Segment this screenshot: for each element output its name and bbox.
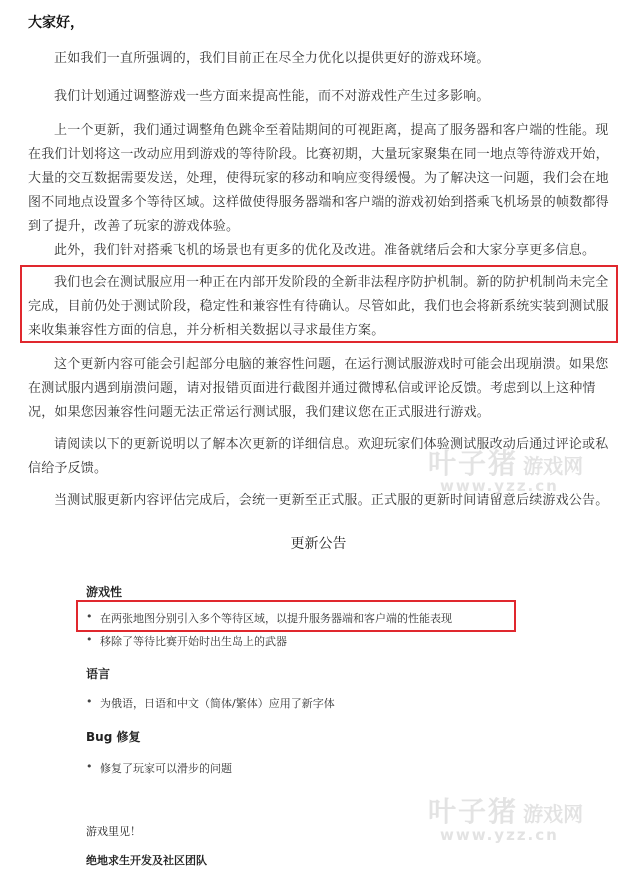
watermark-sub: 游戏网 xyxy=(523,454,584,478)
list-item: • 在两张地图分别引入多个等待区域，以提升服务器端和客户端的性能表现 xyxy=(86,610,452,626)
watermark-name: 叶子猪 xyxy=(428,447,519,480)
section-heading-bugfix: Bug 修复 xyxy=(86,730,141,744)
paragraph-last-update: 上一个更新，我们通过调整角色跳伞至着陆期间的可视距离，提高了服务器和客户端的性能。现在我们计划将这一改动应用到游戏的等待阶段。比赛初期，大量玩家聚集在同一地点等待游戏开始，大量的交互数据需要发送，处理，使得玩家的移动和响应变得缓慢。为了解决这一问题，我们会在地图不同地点设置多个等待区域。这样做使得服务器端和客户端的游戏初始到搭乘飞机场景的帧数都得到了提升，改善了玩家的游戏体验。 xyxy=(28,123,609,234)
list-item: • 为俄语，日语和中文（简体/繁体）应用了新字体 xyxy=(86,695,335,711)
watermark-url: www.yzz.cn xyxy=(440,477,559,495)
team-signature: 绝地求生开发及社区团队 xyxy=(86,854,207,867)
paragraph-compatibility: 这个更新内容可能会引起部分电脑的兼容性问题，在运行测试服游戏时可能会出现崩溃。如果您在测试服内遇到崩溃问题，请对报错页面进行截图并通过微博私信或评论反馈。考虑到以上这种情况，如果您因兼容性问题无法正常运行测试服，我们建议您在正式服进行游戏。 xyxy=(28,357,609,420)
paragraph-intro: 正如我们一直所强调的，我们目前正在尽全力优化以提供更好的游戏环境。 xyxy=(54,51,490,66)
paragraph-release: 当测试服更新内容评估完成后，会统一更新至正式服。正式服的更新时间请留意后续游戏公告。 xyxy=(54,493,609,508)
section-heading-language: 语言 xyxy=(86,667,111,681)
notes-title: 更新公告 xyxy=(290,536,347,552)
greeting: 大家好， xyxy=(28,15,84,31)
watermark-sub: 游戏网 xyxy=(523,802,584,826)
paragraph-anticheat: 我们也会在测试服应用一种正在内部开发阶段的全新非法程序防护机制。新的防护机制尚未完全完成，目前仍处于测试阶段，稳定性和兼容性有待确认。尽管如此，我们也会将新系统实装到测试服来收集兼容性方面的信息，并分析相关数据以寻求最佳方案。 xyxy=(28,275,609,338)
paragraph-feedback: 请阅读以下的更新说明以了解本次更新的详细信息。欢迎玩家们体验测试服改动后通过评论或私信给予反馈。 xyxy=(28,437,609,476)
watermark-logo xyxy=(428,790,583,830)
watermark-name: 叶子猪 xyxy=(428,795,519,828)
list-item: • 修复了玩家可以滑步的问题 xyxy=(86,760,232,776)
paragraph-plan: 我们计划通过调整游戏一些方面来提高性能，而不对游戏性产生过多影响。 xyxy=(54,89,490,104)
watermark-url: www.yzz.cn xyxy=(440,826,559,844)
list-item: • 移除了等待比赛开始时出生岛上的武器 xyxy=(86,633,287,649)
section-heading-gameplay: 游戏性 xyxy=(86,585,123,599)
signoff-text: 游戏里见！ xyxy=(86,825,141,838)
paragraph-airplane: 此外，我们针对搭乘飞机的场景也有更多的优化及改进。准备就绪后会和大家分享更多信息。 xyxy=(54,243,596,258)
